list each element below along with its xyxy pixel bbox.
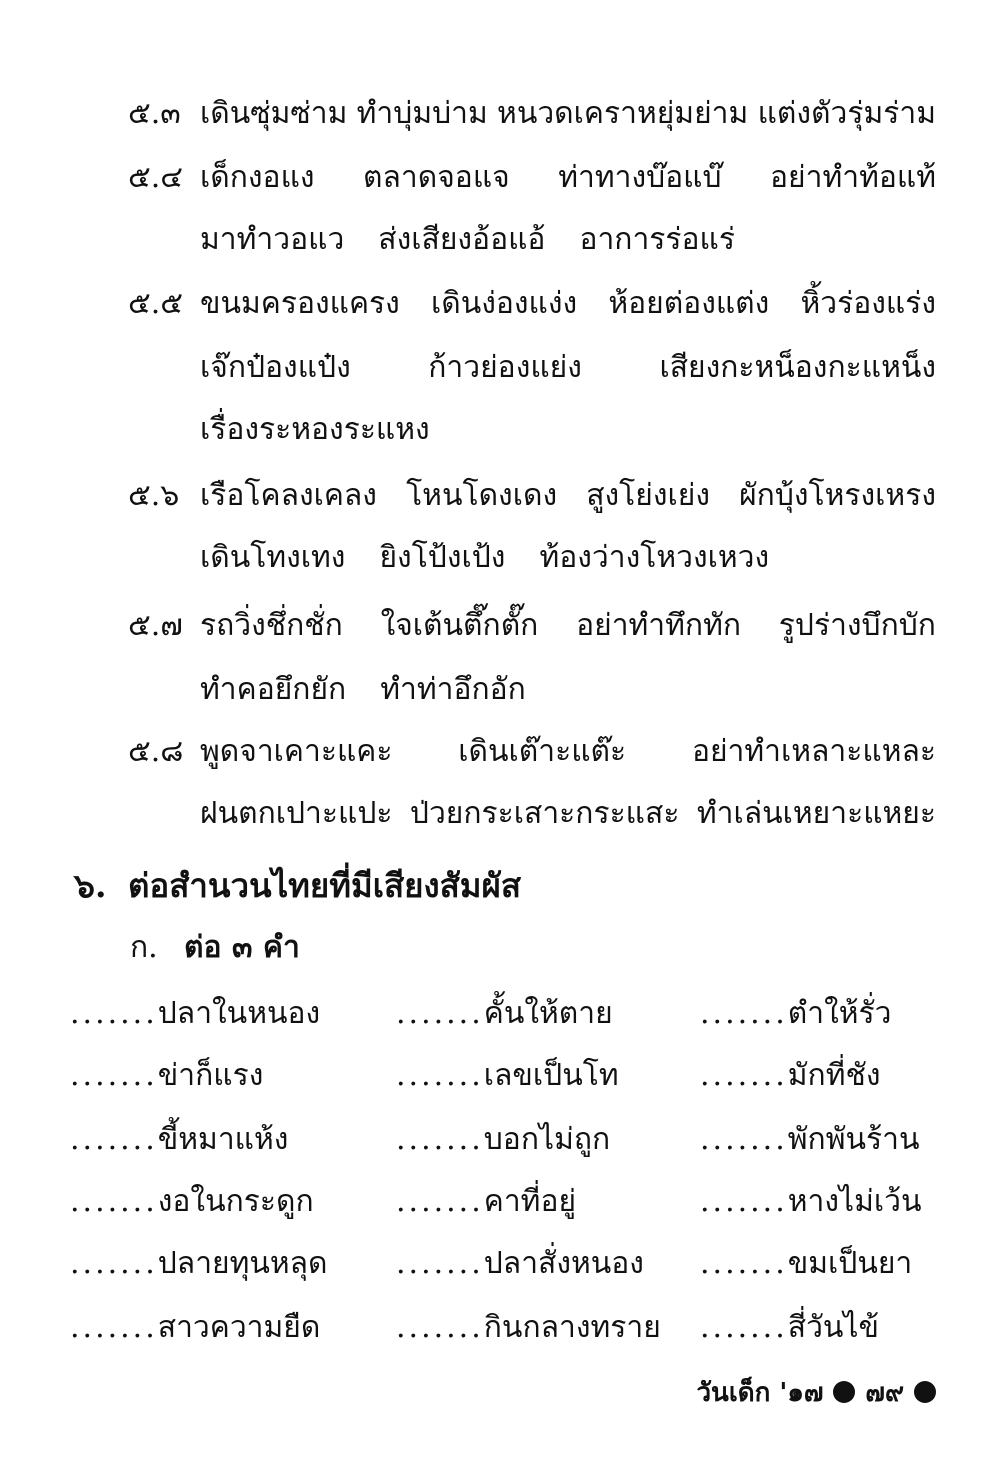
item-number: ๕.๕ xyxy=(128,286,183,321)
exercise-row xyxy=(0,1234,982,1294)
item-5-3-line-1 xyxy=(0,84,982,144)
exercise-item xyxy=(70,1234,328,1294)
item-5-6-line-2 xyxy=(0,528,982,588)
exercise-item xyxy=(396,1110,610,1170)
exercise-text: งอในกระดูก xyxy=(157,1184,314,1219)
subsection-heading xyxy=(0,918,982,978)
blank-dots: ....... xyxy=(396,1122,484,1157)
exercise-text: บอกไม่ถูก xyxy=(483,1122,611,1157)
blank-dots: ....... xyxy=(396,996,484,1031)
phrase: แต่งตัวรุ่มร่าม xyxy=(757,96,936,131)
phrase: เดินโทงเทง xyxy=(200,540,346,575)
exercise-text: ปลาสั่งหนอง xyxy=(483,1246,644,1281)
exercise-text: กินกลางทราย xyxy=(483,1310,661,1345)
phrase: พูดจาเคาะแคะ xyxy=(200,734,393,769)
exercise-row xyxy=(0,1172,982,1232)
subsection-title: ต่อ ๓ คำ xyxy=(184,930,300,965)
subsection-number: ก. xyxy=(130,930,158,965)
phrase: ตลาดจอแจ xyxy=(363,160,510,195)
phrase: ใจเต้นตึ๊กตั๊ก xyxy=(380,608,539,643)
exercise-text: หางไม่เว้น xyxy=(787,1184,922,1219)
item-5-7-line-1 xyxy=(0,596,982,656)
page-footer xyxy=(696,1372,936,1412)
phrase: ยิงโป้งเป้ง xyxy=(379,540,506,575)
phrase: ท่าทางบ๊อแบ๊ xyxy=(558,160,722,195)
phrase: รถวิ่งชึ่กชั่ก xyxy=(200,608,343,643)
exercise-item xyxy=(700,1172,922,1232)
phrase: หนวดเคราหยุ่มย่าม xyxy=(497,96,749,131)
exercise-text: คั้นให้ตาย xyxy=(483,996,613,1031)
exercise-text: ปลายทุนหลุด xyxy=(157,1246,328,1281)
phrase: เสียงกะหน็องกะแหน็ง xyxy=(659,350,936,385)
exercise-item xyxy=(396,1298,661,1358)
exercise-text: มักที่ชัง xyxy=(787,1058,881,1093)
blank-dots: ....... xyxy=(700,1058,788,1093)
exercise-item xyxy=(700,1046,881,1106)
phrase: หิ้วร่องแร่ง xyxy=(800,286,936,321)
phrase: ฝนตกเปาะแปะ xyxy=(200,796,393,831)
phrase: ท้องว่างโหวงเหวง xyxy=(539,540,770,575)
blank-dots: ....... xyxy=(700,996,788,1031)
blank-dots: ....... xyxy=(700,1310,788,1345)
exercise-text: สี่วันไข้ xyxy=(787,1310,880,1345)
item-5-5-line-3 xyxy=(0,400,982,460)
exercise-row xyxy=(0,984,982,1044)
item-5-4-line-2 xyxy=(0,210,982,270)
phrase: ป่วยกระเสาะกระแสะ xyxy=(409,796,680,831)
bullet-dot-icon xyxy=(914,1381,936,1403)
exercise-item xyxy=(70,1298,320,1358)
phrase: ห้อยต่องแต่ง xyxy=(608,286,770,321)
item-5-6-line-1 xyxy=(0,466,982,526)
item-number: ๕.๗ xyxy=(128,608,183,643)
phrase: ผักบุ้งโหรงเหรง xyxy=(739,478,936,513)
exercise-text: คาที่อยู่ xyxy=(483,1184,577,1219)
phrase: สูงโย่งเย่ง xyxy=(586,478,710,513)
exercise-item xyxy=(700,984,891,1044)
phrase: มาทำวอแว xyxy=(200,222,345,257)
phrase: เดินซุ่มซ่าม xyxy=(200,96,348,131)
exercise-item xyxy=(70,1110,288,1170)
item-number: ๕.๘ xyxy=(128,734,184,769)
item-5-4-line-1 xyxy=(0,148,982,208)
phrase: เดินง่องแง่ง xyxy=(430,286,578,321)
phrase: เด็กงอแง xyxy=(200,160,315,195)
phrase: ก้าวย่องแย่ง xyxy=(428,350,582,385)
exercise-item xyxy=(70,984,320,1044)
blank-dots: ....... xyxy=(700,1184,788,1219)
item-5-8-line-1 xyxy=(0,722,982,782)
blank-dots: ....... xyxy=(70,996,158,1031)
exercise-item xyxy=(700,1234,912,1294)
exercise-item xyxy=(396,1172,576,1232)
exercise-text: ตำให้รั่ว xyxy=(787,996,892,1031)
blank-dots: ....... xyxy=(396,1310,484,1345)
bullet-dot-icon xyxy=(833,1381,855,1403)
blank-dots: ....... xyxy=(70,1184,158,1219)
phrase: เรือโคลงเคลง xyxy=(200,478,377,513)
phrase: อย่าทำทึกทัก xyxy=(576,608,742,643)
section-title: ต่อสำนวนไทยที่มีเสียงสัมผัส xyxy=(128,866,522,905)
phrase: อย่าทำท้อแท้ xyxy=(770,160,936,195)
item-number: ๕.๖ xyxy=(128,478,180,513)
page-number: ๗๙ xyxy=(865,1377,904,1408)
phrase: ทำคอยึกยัก xyxy=(200,672,347,707)
phrase: อย่าทำเหลาะแหละ xyxy=(691,734,936,769)
blank-dots: ....... xyxy=(700,1122,788,1157)
exercise-text: ปลาในหนอง xyxy=(157,996,321,1031)
exercise-item xyxy=(396,984,613,1044)
item-5-5-line-1 xyxy=(0,274,982,334)
footer-text: วันเด็ก '๑๗ xyxy=(696,1377,824,1408)
phrase: โหนโดงเดง xyxy=(406,478,558,513)
phrase: ทำท่าอึกอัก xyxy=(380,672,526,707)
blank-dots: ....... xyxy=(396,1246,484,1281)
exercise-text: พักพันร้าน xyxy=(787,1122,920,1157)
blank-dots: ....... xyxy=(396,1184,484,1219)
exercise-text: เลขเป็นโท xyxy=(483,1058,619,1093)
exercise-item xyxy=(70,1172,314,1232)
phrase: เจ๊กป๋องแป๋ง xyxy=(200,350,351,385)
exercise-row xyxy=(0,1046,982,1106)
exercise-item xyxy=(700,1298,879,1358)
phrase: ส่งเสียงอ้อแอ้ xyxy=(378,222,546,257)
item-5-8-line-2 xyxy=(0,784,982,844)
phrase: ทำเล่นเหยาะแหยะ xyxy=(696,796,936,831)
exercise-item xyxy=(396,1046,619,1106)
blank-dots: ....... xyxy=(70,1058,158,1093)
exercise-text: สาวความยืด xyxy=(157,1310,321,1345)
exercise-item xyxy=(396,1234,644,1294)
exercise-row xyxy=(0,1298,982,1358)
section-6-heading xyxy=(0,856,982,916)
exercise-item xyxy=(700,1110,919,1170)
blank-dots: ....... xyxy=(700,1246,788,1281)
phrase: รูปร่างบึกบัก xyxy=(778,608,936,643)
phrase: เดินเต๊าะแต๊ะ xyxy=(458,734,627,769)
blank-dots: ....... xyxy=(70,1246,158,1281)
exercise-row xyxy=(0,1110,982,1170)
exercise-text: ขมเป็นยา xyxy=(787,1246,913,1281)
item-number: ๕.๓ xyxy=(128,96,181,131)
item-5-7-line-2 xyxy=(0,660,982,720)
exercise-text: ข่าก็แรง xyxy=(157,1058,264,1093)
phrase: ขนมครองแครง xyxy=(200,286,400,321)
item-number: ๕.๔ xyxy=(128,160,183,195)
exercise-text: ขี้หมาแห้ง xyxy=(157,1122,289,1157)
item-5-5-line-2 xyxy=(0,338,982,398)
phrase: ทำบุ่มบ่าม xyxy=(356,96,488,131)
section-number: ๖. xyxy=(74,866,107,905)
blank-dots: ....... xyxy=(70,1122,158,1157)
exercise-item xyxy=(70,1046,263,1106)
phrase: เรื่องระหองระแหง xyxy=(200,412,430,447)
blank-dots: ....... xyxy=(70,1310,158,1345)
blank-dots: ....... xyxy=(396,1058,484,1093)
phrase: อาการร่อแร่ xyxy=(579,222,736,257)
